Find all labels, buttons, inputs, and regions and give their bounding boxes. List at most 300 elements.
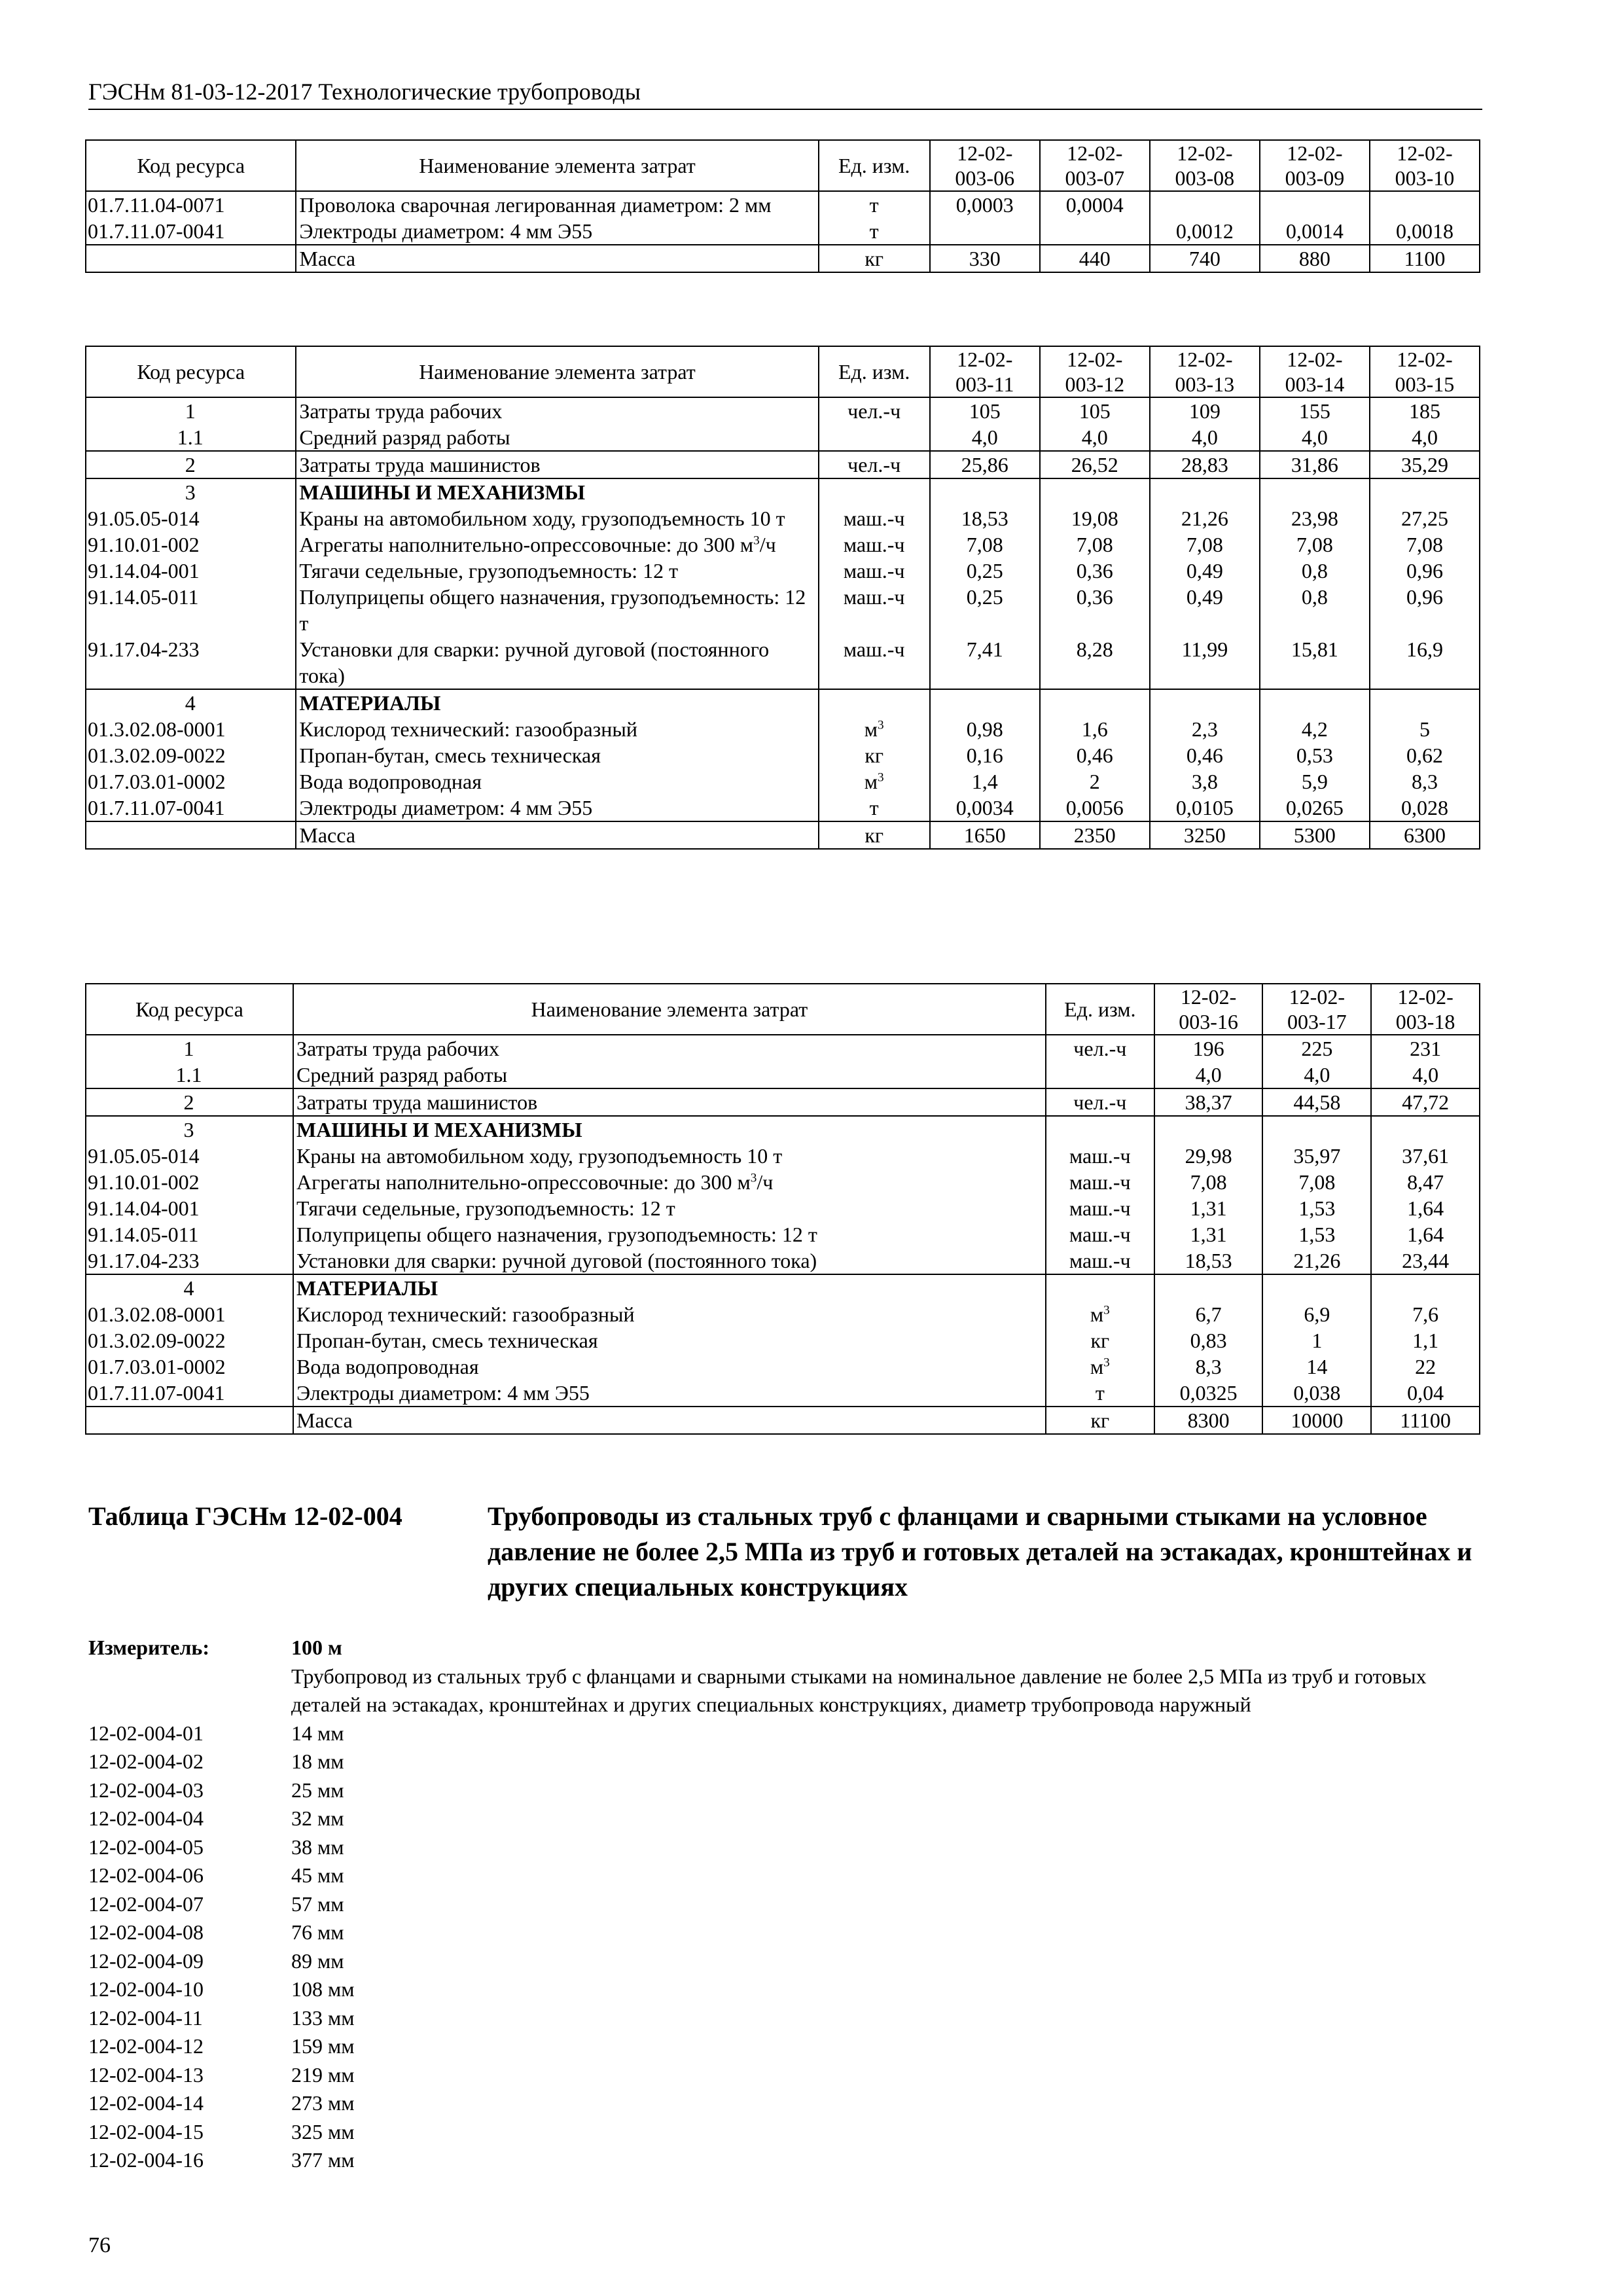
cell-unit: маш.-ч xyxy=(1046,1169,1154,1195)
table-row xyxy=(86,218,1480,245)
cell-value: 0,0003 xyxy=(930,191,1040,218)
cell-value: 29,98 xyxy=(1154,1143,1263,1169)
table-row xyxy=(86,531,1480,558)
table-row xyxy=(86,636,1480,689)
measure-item-code: 12-02-004-09 xyxy=(88,1948,204,1973)
cell-value: 4,0 xyxy=(1262,1062,1371,1088)
cell-code: 01.3.02.09-0022 xyxy=(86,742,296,768)
cell-value: 740 xyxy=(1150,245,1260,272)
table-row xyxy=(86,1247,1480,1274)
header-rate-code xyxy=(1154,984,1263,1035)
table-row xyxy=(86,742,1480,768)
cell-code: 91.10.01-002 xyxy=(86,1169,293,1195)
cell-code: 1 xyxy=(86,397,296,424)
rate-code-suffix: 003-13 xyxy=(1175,372,1235,396)
cell-value: 196 xyxy=(1154,1035,1263,1062)
cell-value: 0,62 xyxy=(1370,742,1480,768)
resource-table-003-11-15 xyxy=(85,346,1480,850)
cell-name: Средний разряд работы xyxy=(296,424,818,451)
table-row xyxy=(86,1274,1480,1301)
cell-value: 26,52 xyxy=(1040,451,1150,478)
measure-item-code: 12-02-004-12 xyxy=(88,2034,204,2058)
cell-code: 01.7.11.07-0041 xyxy=(86,218,296,245)
cell-value: 6,9 xyxy=(1262,1301,1371,1327)
header-rate-code xyxy=(1040,346,1150,397)
cell-value: 1,64 xyxy=(1371,1195,1480,1221)
cell-value: 0,0034 xyxy=(930,795,1040,821)
cell-unit: $м^3$ xyxy=(819,716,930,742)
rate-code-prefix: 12-02- xyxy=(1397,985,1454,1009)
cell-value: 0,8 xyxy=(1260,558,1370,584)
measure-item-value: 14 мм xyxy=(291,1721,344,1745)
rate-code-suffix: 003-12 xyxy=(1065,372,1125,396)
cell-value: 11,99 xyxy=(1150,636,1260,689)
cell-value xyxy=(1260,478,1370,505)
cell-name: Электроды диаметром: 4 мм Э55 xyxy=(293,1380,1046,1407)
cell-unit xyxy=(819,424,930,451)
superscript: 3 xyxy=(877,770,884,785)
table-row xyxy=(86,1301,1480,1327)
measure-item xyxy=(88,2146,1482,2175)
measure-item xyxy=(88,1719,1482,1748)
cell-code: 1.1 xyxy=(86,424,296,451)
measure-items xyxy=(88,1719,1482,2175)
cell-value xyxy=(1150,689,1260,716)
cell-unit: маш.-ч xyxy=(1046,1143,1154,1169)
cell-code xyxy=(86,245,296,272)
cell-value: 2 xyxy=(1040,768,1150,795)
running-header: ГЭСНм 81-03-12-2017 Технологические трубопроводы xyxy=(88,77,1482,110)
cell-unit: маш.-ч xyxy=(1046,1221,1154,1247)
rate-code-suffix: 003-17 xyxy=(1287,1010,1347,1033)
cell-code xyxy=(86,821,296,849)
table-row xyxy=(86,768,1480,795)
cell-value: 5,9 xyxy=(1260,768,1370,795)
cell-unit: $м^3$ xyxy=(1046,1354,1154,1380)
cell-name: Затраты труда рабочих xyxy=(296,397,818,424)
rate-code-suffix: 003-10 xyxy=(1395,166,1455,190)
rate-code-suffix: 003-06 xyxy=(955,166,1015,190)
cell-value: 1,6 xyxy=(1040,716,1150,742)
superscript: 3 xyxy=(750,1171,757,1185)
cell-unit: кг xyxy=(1046,1407,1154,1434)
cell-value: 8,47 xyxy=(1371,1169,1480,1195)
cell-value xyxy=(1262,1274,1371,1301)
table-row xyxy=(86,424,1480,451)
measure-item-value: 76 мм xyxy=(291,1920,344,1944)
table-row xyxy=(86,1169,1480,1195)
rate-code-prefix: 12-02- xyxy=(1289,985,1345,1009)
cell-value: 7,08 xyxy=(1150,531,1260,558)
measure-item-code: 12-02-004-13 xyxy=(88,2062,204,2087)
superscript: 3 xyxy=(753,533,760,548)
cell-value: 4,0 xyxy=(1040,424,1150,451)
cell-value xyxy=(1150,478,1260,505)
cell-name: Электроды диаметром: 4 мм Э55 xyxy=(296,218,818,245)
header-code: Код ресурса xyxy=(86,346,296,397)
measure-item-value: 89 мм xyxy=(291,1948,344,1973)
cell-value: 880 xyxy=(1260,245,1370,272)
cell-code: 1 xyxy=(86,1035,293,1062)
cell-value: 0,36 xyxy=(1040,558,1150,584)
rate-code-suffix: 003-15 xyxy=(1395,372,1455,396)
cell-value: 11100 xyxy=(1371,1407,1480,1434)
rate-code-prefix: 12-02- xyxy=(1397,348,1453,371)
measure-item-value: 159 мм xyxy=(291,2034,355,2058)
rate-code-suffix: 003-07 xyxy=(1065,166,1125,190)
cell-value: 8300 xyxy=(1154,1407,1263,1434)
measure-description: Трубопровод из стальных труб с фланцами и сварными стыками на номинальное давление не более 2,5 МПа из труб и готовых деталей на эстакадах, кронштейнах и других специальных конструкциях, диаметр трубопровода наружный xyxy=(291,1664,1427,1716)
table-row xyxy=(86,191,1480,218)
table-row xyxy=(86,1195,1480,1221)
table-row xyxy=(86,478,1480,505)
measure-item-code: 12-02-004-01 xyxy=(88,1721,204,1745)
header-rate-code xyxy=(930,346,1040,397)
cell-unit xyxy=(819,478,930,505)
cell-value: 0,53 xyxy=(1260,742,1370,768)
cell-code: 91.14.05-011 xyxy=(86,1221,293,1247)
cell-code: 01.7.11.07-0041 xyxy=(86,795,296,821)
measure-item-code: 12-02-004-07 xyxy=(88,1892,204,1916)
table-row xyxy=(86,1116,1480,1143)
cell-value: 7,08 xyxy=(1040,531,1150,558)
cell-value xyxy=(930,478,1040,505)
measure-value: 100 м xyxy=(291,1636,342,1659)
cell-value: 0,83 xyxy=(1154,1327,1263,1354)
cell-code: 3 xyxy=(86,1116,293,1143)
cell-value: 105 xyxy=(1040,397,1150,424)
cell-value: 0,028 xyxy=(1370,795,1480,821)
cell-name: МАТЕРИАЛЫ xyxy=(293,1274,1046,1301)
cell-name: Кислород технический: газообразный xyxy=(293,1301,1046,1327)
measure-item-value: 18 мм xyxy=(291,1749,344,1773)
cell-unit: маш.-ч xyxy=(1046,1195,1154,1221)
cell-value: 0,25 xyxy=(930,584,1040,636)
table-title-text: Трубопроводы из стальных труб с фланцами и сварными стыками на условное давление не более 2,5 МПа из труб и готовых деталей на эстакадах, кронштейнах и других специальных конструкциях xyxy=(488,1501,1472,1602)
table-row xyxy=(86,1380,1480,1407)
table-row xyxy=(86,716,1480,742)
cell-code: 01.3.02.08-0001 xyxy=(86,1301,293,1327)
cell-value xyxy=(1371,1116,1480,1143)
cell-value: 1,4 xyxy=(930,768,1040,795)
resource-table-003-06-10 xyxy=(85,139,1480,273)
measure-item-code: 12-02-004-10 xyxy=(88,1977,204,2001)
cell-name: Кислород технический: газообразный xyxy=(296,716,818,742)
header-name: Наименование элемента затрат xyxy=(296,140,818,191)
cell-code: 01.3.02.08-0001 xyxy=(86,716,296,742)
cell-unit: $м^3$ xyxy=(1046,1301,1154,1327)
cell-value: 231 xyxy=(1371,1035,1480,1062)
cell-value: 0,038 xyxy=(1262,1380,1371,1407)
cell-value: 4,0 xyxy=(1370,424,1480,451)
rate-code-prefix: 12-02- xyxy=(1287,141,1343,165)
cell-unit xyxy=(1046,1062,1154,1088)
rate-code-suffix: 003-08 xyxy=(1175,166,1235,190)
cell-name: Затраты труда рабочих xyxy=(293,1035,1046,1062)
cell-value: 0,16 xyxy=(930,742,1040,768)
cell-value: 0,49 xyxy=(1150,584,1260,636)
cell-unit: кг xyxy=(819,245,930,272)
cell-value: 0,0325 xyxy=(1154,1380,1263,1407)
cell-name: Затраты труда машинистов xyxy=(293,1088,1046,1116)
cell-code: 01.7.11.07-0041 xyxy=(86,1380,293,1407)
cell-unit: кг xyxy=(1046,1327,1154,1354)
measure-item xyxy=(88,2004,1482,2033)
measure-item xyxy=(88,1776,1482,1805)
cell-value: 0,96 xyxy=(1370,584,1480,636)
cell-name: Краны на автомобильном ходу, грузоподъемность 10 т xyxy=(296,505,818,531)
header-rate-code xyxy=(1260,346,1370,397)
cell-name: Пропан-бутан, смесь техническая xyxy=(293,1327,1046,1354)
cell-value xyxy=(1154,1116,1263,1143)
cell-name: Установки для сварки: ручной дуговой (постоянного тока) xyxy=(296,636,818,689)
cell-value: 27,25 xyxy=(1370,505,1480,531)
header-rate-code xyxy=(930,140,1040,191)
cell-value: 7,08 xyxy=(930,531,1040,558)
cell-unit: маш.-ч xyxy=(819,505,930,531)
cell-code: 01.7.03.01-0002 xyxy=(86,1354,293,1380)
rate-code-suffix: 003-11 xyxy=(955,372,1014,396)
measure-item xyxy=(88,1833,1482,1862)
header-unit: Ед. изм. xyxy=(819,346,930,397)
cell-name: Вода водопроводная xyxy=(293,1354,1046,1380)
cell-value: 25,86 xyxy=(930,451,1040,478)
measure-item xyxy=(88,2032,1482,2061)
superscript: 3 xyxy=(877,718,884,732)
cell-value: 5 xyxy=(1370,716,1480,742)
cell-value: 1,31 xyxy=(1154,1195,1263,1221)
measure-block xyxy=(88,1634,1482,2175)
table-row xyxy=(86,451,1480,478)
cell-value xyxy=(1040,689,1150,716)
cell-name: Вода водопроводная xyxy=(296,768,818,795)
cell-unit: чел.-ч xyxy=(1046,1088,1154,1116)
cell-value: 4,0 xyxy=(1154,1062,1263,1088)
cell-value: 28,83 xyxy=(1150,451,1260,478)
table-row xyxy=(86,1088,1480,1116)
cell-code: 91.17.04-233 xyxy=(86,1247,293,1274)
cell-name: Агрегаты наполнительно-опрессовочные: до 300 $м^3/ч$ xyxy=(296,531,818,558)
cell-value: 16,9 xyxy=(1370,636,1480,689)
rate-code-prefix: 12-02- xyxy=(1180,985,1237,1009)
measure-item xyxy=(88,2089,1482,2118)
measure-item xyxy=(88,1804,1482,1833)
measure-item xyxy=(88,1890,1482,1919)
cell-value: 440 xyxy=(1040,245,1150,272)
cell-name: Установки для сварки: ручной дуговой (постоянного тока) xyxy=(293,1247,1046,1274)
superscript: 3 xyxy=(1103,1355,1110,1370)
rate-code-suffix: 003-14 xyxy=(1285,372,1345,396)
measure-item-code: 12-02-004-02 xyxy=(88,1749,204,1773)
cell-value xyxy=(1370,191,1480,218)
cell-value: 44,58 xyxy=(1262,1088,1371,1116)
cell-value: 14 xyxy=(1262,1354,1371,1380)
cell-value xyxy=(1260,689,1370,716)
rate-code-prefix: 12-02- xyxy=(1067,348,1123,371)
cell-code: 91.14.04-001 xyxy=(86,1195,293,1221)
rate-code-prefix: 12-02- xyxy=(1177,348,1233,371)
cell-value xyxy=(1370,478,1480,505)
cell-code: 91.14.05-011 xyxy=(86,584,296,636)
cell-code: 2 xyxy=(86,451,296,478)
cell-code: 01.3.02.09-0022 xyxy=(86,1327,293,1354)
cell-code: 01.7.03.01-0002 xyxy=(86,768,296,795)
measure-item-code: 12-02-004-14 xyxy=(88,2091,204,2115)
cell-value: 4,0 xyxy=(1260,424,1370,451)
cell-value: 0,0004 xyxy=(1040,191,1150,218)
cell-value xyxy=(1262,1116,1371,1143)
cell-name: Электроды диаметром: 4 мм Э55 xyxy=(296,795,818,821)
cell-code: 01.7.11.04-0071 xyxy=(86,191,296,218)
cell-code: 4 xyxy=(86,1274,293,1301)
cell-unit xyxy=(1046,1274,1154,1301)
measure-item-value: 57 мм xyxy=(291,1892,344,1916)
rate-code-prefix: 12-02- xyxy=(957,141,1013,165)
cell-value: 1650 xyxy=(930,821,1040,849)
cell-value: 6,7 xyxy=(1154,1301,1263,1327)
rate-code-suffix: 003-16 xyxy=(1179,1010,1238,1033)
cell-value: 0,0056 xyxy=(1040,795,1150,821)
measure-item-code: 12-02-004-05 xyxy=(88,1835,204,1859)
measure-row xyxy=(88,1634,1482,1662)
cell-name: Пропан-бутан, смесь техническая xyxy=(296,742,818,768)
cell-value: 5300 xyxy=(1260,821,1370,849)
measure-label: Измеритель: xyxy=(88,1636,209,1659)
cell-value: 22 xyxy=(1371,1354,1480,1380)
header-rate-code xyxy=(1262,984,1371,1035)
cell-name: Масса xyxy=(293,1407,1046,1434)
table-row xyxy=(86,558,1480,584)
cell-name: Полуприцепы общего назначения, грузоподъемность: 12 т xyxy=(296,584,818,636)
cell-name: Тягачи седельные, грузоподъемность: 12 т xyxy=(293,1195,1046,1221)
cell-unit: т xyxy=(1046,1380,1154,1407)
cell-value xyxy=(1154,1274,1263,1301)
cell-value: 3,8 xyxy=(1150,768,1260,795)
table-row xyxy=(86,1143,1480,1169)
table-row xyxy=(86,1035,1480,1062)
cell-name: Масса xyxy=(296,245,818,272)
cell-value: 8,28 xyxy=(1040,636,1150,689)
cell-value: 35,29 xyxy=(1370,451,1480,478)
cell-value: 21,26 xyxy=(1262,1247,1371,1274)
cell-value: 10000 xyxy=(1262,1407,1371,1434)
cell-unit: чел.-ч xyxy=(1046,1035,1154,1062)
header-unit: Ед. изм. xyxy=(1046,984,1154,1035)
cell-value: 0,46 xyxy=(1150,742,1260,768)
cell-value: 19,08 xyxy=(1040,505,1150,531)
header-code: Код ресурса xyxy=(86,140,296,191)
table-row xyxy=(86,1062,1480,1088)
header-rate-code xyxy=(1260,140,1370,191)
rate-code-prefix: 12-02- xyxy=(1287,348,1343,371)
header-unit: Ед. изм. xyxy=(819,140,930,191)
measure-item-value: 377 мм xyxy=(291,2148,355,2172)
cell-value: 0,0265 xyxy=(1260,795,1370,821)
cell-code: 91.05.05-014 xyxy=(86,1143,293,1169)
cell-unit: маш.-ч xyxy=(819,584,930,636)
cell-value: 7,08 xyxy=(1370,531,1480,558)
cell-value xyxy=(1260,191,1370,218)
rate-code-prefix: 12-02- xyxy=(1397,141,1453,165)
cell-name: Затраты труда машинистов xyxy=(296,451,818,478)
cell-value: 35,97 xyxy=(1262,1143,1371,1169)
cell-value: 7,08 xyxy=(1260,531,1370,558)
resource-table-003-16-18 xyxy=(85,983,1480,1435)
table-row xyxy=(86,505,1480,531)
cell-unit: т xyxy=(819,795,930,821)
measure-item-code: 12-02-004-04 xyxy=(88,1806,204,1830)
cell-value: 7,41 xyxy=(930,636,1040,689)
header-rate-code xyxy=(1150,346,1260,397)
cell-code: 4 xyxy=(86,689,296,716)
cell-value: 7,08 xyxy=(1262,1169,1371,1195)
measure-item xyxy=(88,2061,1482,2090)
measure-item xyxy=(88,1975,1482,2004)
measure-item xyxy=(88,1947,1482,1976)
header-rate-code xyxy=(1150,140,1260,191)
cell-value: 4,2 xyxy=(1260,716,1370,742)
cell-code: 3 xyxy=(86,478,296,505)
cell-value: 23,98 xyxy=(1260,505,1370,531)
cell-value: 6300 xyxy=(1370,821,1480,849)
measure-item-value: 219 мм xyxy=(291,2062,355,2087)
table-row xyxy=(86,795,1480,821)
measure-item-code: 12-02-004-08 xyxy=(88,1920,204,1944)
table-row xyxy=(86,689,1480,716)
cell-value: 0,0014 xyxy=(1260,218,1370,245)
cell-unit: маш.-ч xyxy=(819,531,930,558)
cell-name: Тягачи седельные, грузоподъемность: 12 т xyxy=(296,558,818,584)
rate-code-suffix: 003-18 xyxy=(1395,1010,1455,1033)
table-row xyxy=(86,245,1480,272)
measure-item xyxy=(88,1918,1482,1947)
cell-value: 8,3 xyxy=(1154,1354,1263,1380)
header-rate-code xyxy=(1040,140,1150,191)
table-row xyxy=(86,821,1480,849)
cell-unit: кг xyxy=(819,742,930,768)
measure-item-code: 12-02-004-15 xyxy=(88,2119,204,2144)
cell-value: 1,64 xyxy=(1371,1221,1480,1247)
cell-value: 0,36 xyxy=(1040,584,1150,636)
rate-code-prefix: 12-02- xyxy=(1177,141,1233,165)
cell-value: 1 xyxy=(1262,1327,1371,1354)
cell-value: 1100 xyxy=(1370,245,1480,272)
cell-value: 15,81 xyxy=(1260,636,1370,689)
cell-value: 0,98 xyxy=(930,716,1040,742)
rate-code-prefix: 12-02- xyxy=(1067,141,1123,165)
cell-value: 0,0018 xyxy=(1370,218,1480,245)
cell-value: 155 xyxy=(1260,397,1370,424)
cell-value: 105 xyxy=(930,397,1040,424)
cell-code: 2 xyxy=(86,1088,293,1116)
cell-name: МАШИНЫ И МЕХАНИЗМЫ xyxy=(293,1116,1046,1143)
cell-unit xyxy=(819,689,930,716)
cell-name: Полуприцепы общего назначения, грузоподъемность: 12 т xyxy=(293,1221,1046,1247)
cell-value: 1,53 xyxy=(1262,1221,1371,1247)
cell-value: 1,31 xyxy=(1154,1221,1263,1247)
cell-value xyxy=(1150,191,1260,218)
cell-value: 23,44 xyxy=(1371,1247,1480,1274)
measure-item-value: 133 мм xyxy=(291,2005,355,2030)
cell-value: 7,08 xyxy=(1154,1169,1263,1195)
cell-unit: т xyxy=(819,218,930,245)
cell-value xyxy=(930,218,1040,245)
measure-item-value: 108 мм xyxy=(291,1977,355,2001)
page-number: 76 xyxy=(88,2233,111,2257)
cell-value: 0,0105 xyxy=(1150,795,1260,821)
measure-description-row xyxy=(88,1662,1482,1719)
cell-unit: т xyxy=(819,191,930,218)
